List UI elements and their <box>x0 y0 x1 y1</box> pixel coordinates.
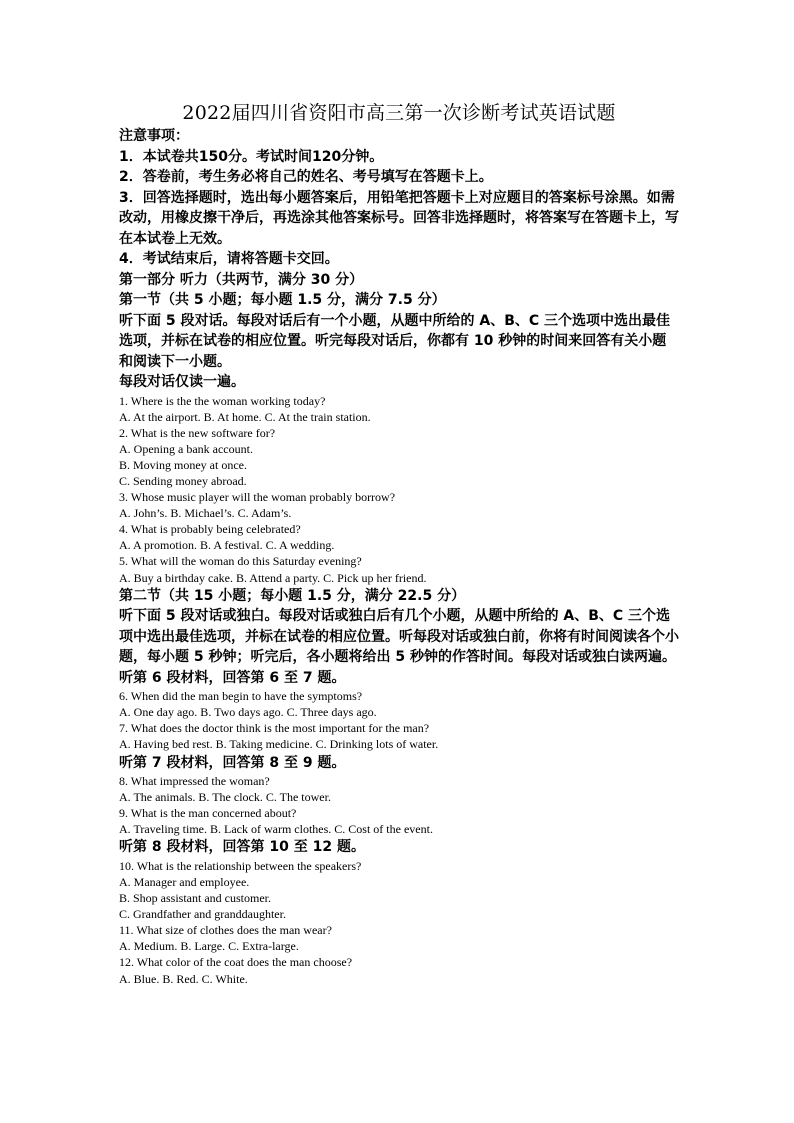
option-line: A. Blue. B. Red. C. White. <box>119 971 248 986</box>
question-line: 3. Whose music player will the woman probably borrow? <box>119 490 396 505</box>
section2-heading: 第二节（共 15 小题；每小题 1.5 分，满分 22.5 分） <box>119 587 466 604</box>
question-line: 4. What is probably being celebrated? <box>119 522 301 537</box>
question-line: 5. What will the woman do this Saturday evening? <box>119 554 362 569</box>
option-line: A. Traveling time. B. Lack of warm clothes. C. Cost of the event. <box>119 822 433 837</box>
option-line: A. Opening a bank account. <box>119 441 253 456</box>
option-line: C. Sending money abroad. <box>119 473 247 488</box>
section1-note: 每段对话仅读一遍。 <box>119 374 245 390</box>
part1-heading: 第一部分 听力（共两节，满分 30 分） <box>119 271 364 288</box>
section2-instructions: 听下面 5 段对话或独白。每段对话或独白后有几个小题，从题中所给的 A、B、C 三个选项中选出最佳选项，并标在试卷的相应位置。听每段对话或独白前，你将有时间阅读各个小题，每小题 5 秒钟；听完后，各小题将给出 5 秒钟的作答时间。每段对话或独白读两遍。 <box>119 608 679 666</box>
question-line: 1. Where is the the woman working today? <box>119 393 326 408</box>
section1-heading: 第一节（共 5 小题；每小题 1.5 分，满分 7.5 分） <box>119 292 446 308</box>
option-line: A. At the airport. B. At home. C. At the train station. <box>119 409 371 424</box>
option-line: A. One day ago. B. Two days ago. C. Three days ago. <box>119 705 377 720</box>
option-line: A. Having bed rest. B. Taking medicine. C. Drinking lots of water. <box>119 737 439 752</box>
material7-questions <box>119 773 679 837</box>
option-line: C. Grandfather and granddaughter. <box>119 907 286 922</box>
notice-item: 3．回答选择题时，选出每小题答案后，用铅笔把答题卡上对应题目的答案标号涂黑。如需改动，用橡皮擦干净后，再选涂其他答案标号。回答非选择题时，将答案写在答题卡上，写在本试卷上无效。 <box>119 189 679 247</box>
question-line: 10. What is the relationship between the speakers? <box>119 858 362 873</box>
exam-title: 2022届四川省资阳市高三第一次诊断考试英语试题 <box>182 102 616 124</box>
material8-heading: 听第 8 段材料，回答第 10 至 12 题。 <box>119 839 365 856</box>
page-content <box>119 100 679 987</box>
question-line: 2. What is the new software for? <box>119 425 276 440</box>
question-line: 7. What does the doctor think is the most important for the man? <box>119 721 430 736</box>
material6-heading: 听第 6 段材料，回答第 6 至 7 题。 <box>119 669 346 686</box>
notice-heading: 注意事项： <box>119 128 189 144</box>
question-line: 6. When did the man begin to have the symptoms? <box>119 689 363 704</box>
question-line: 8. What impressed the woman? <box>119 774 270 788</box>
question-line: 12. What color of the coat does the man choose? <box>119 955 353 970</box>
material6-questions <box>119 688 679 752</box>
section1-instructions: 听下面 5 段对话。每段对话后有一个小题，从题中所给的 A、B、C 三个选项中选出最佳选项，并标在试卷的相应位置。听完每段对话后，你都有 10 秒钟的时间来回答有关小题和阅读下一小题。 <box>119 312 671 370</box>
option-line: A. A promotion. B. A festival. C. A wedding. <box>119 538 335 553</box>
question-line: 9. What is the man concerned about? <box>119 806 297 821</box>
section1-questions <box>119 393 679 586</box>
material7-heading: 听第 7 段材料，回答第 8 至 9 题。 <box>119 754 346 771</box>
option-line: B. Moving money at once. <box>119 457 247 472</box>
option-line: A. Medium. B. Large. C. Extra-large. <box>119 939 299 954</box>
option-line: B. Shop assistant and customer. <box>119 891 271 906</box>
option-line: A. John’s. B. Michael’s. C. Adam’s. <box>119 506 292 521</box>
option-line: A. The animals. B. The clock. C. The tower. <box>119 790 331 805</box>
question-line: 11. What size of clothes does the man wear? <box>119 923 332 938</box>
notice-item: 4．考试结束后，请将答题卡交回。 <box>119 251 339 267</box>
option-line: A. Manager and employee. <box>119 874 250 889</box>
notice-item: 2．答卷前，考生务必将自己的姓名、考号填写在答题卡上。 <box>119 169 493 185</box>
material8-questions <box>119 858 679 987</box>
notice-item: 1．本试卷共150分。考试时间120分钟。 <box>119 148 384 165</box>
option-line: A. Buy a birthday cake. B. Attend a party. C. Pick up her friend. <box>119 570 427 585</box>
